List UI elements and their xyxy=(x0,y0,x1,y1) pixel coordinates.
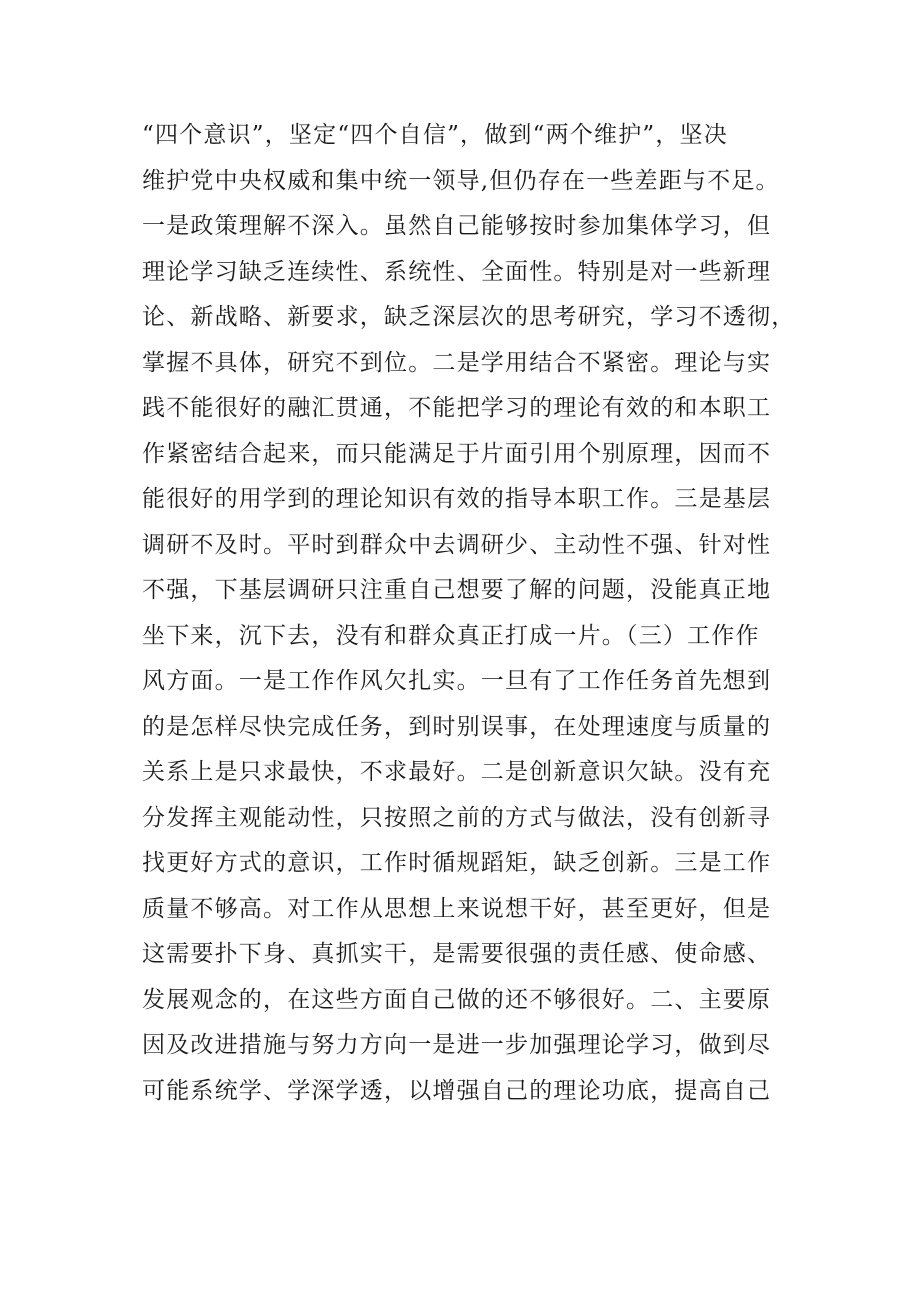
text-line: 这需要扑下身、真抓实干，是需要很强的责任感、使命感、 xyxy=(142,941,772,967)
text-line: 不强，下基层调研只注重自己想要了解的问题，没能真正地 xyxy=(142,577,772,603)
text-line: 找更好方式的意识，工作时循规蹈矩，缺乏创新。三是工作 xyxy=(142,850,772,876)
text-line: 分发挥主观能动性，只按照之前的方式与做法，没有创新寻 xyxy=(142,804,772,831)
text-line: 理论学习缺乏连续性、系统性、全面性。特别是对一些新理 xyxy=(142,258,772,285)
text-line: 质量不够高。对工作从思想上来说想干好，甚至更好，但是 xyxy=(142,895,772,922)
text-line: 风方面。一是工作作风欠扎实。一旦有了工作任务首先想到 xyxy=(142,668,772,694)
text-line: 可能系统学、学深学透，以增强自己的理论功底，提高自己 xyxy=(142,1077,772,1104)
text-line: 坐下来，沉下去，没有和群众真正打成一片。（三）工作作 xyxy=(142,622,760,649)
document-body xyxy=(142,113,802,1114)
text-line: 发展观念的，在这些方面自己做的还不够很好。二、主要原 xyxy=(142,986,772,1013)
text-line: 调研不及时。平时到群众中去调研少、主动性不强、针对性 xyxy=(142,531,772,558)
text-line: 践不能很好的融汇贯通，不能把学习的理论有效的和本职工 xyxy=(142,395,772,421)
text-line: 的是怎样尽快完成任务，到时别误事，在处理速度与质量的 xyxy=(142,713,772,740)
text-line: 能很好的用学到的理论知识有效的指导本职工作。三是基层 xyxy=(142,486,772,512)
text-line: 作紧密结合起来，而只能满足于片面引用个别原理，因而不 xyxy=(142,440,772,467)
text-line: 论、新战略、新要求，缺乏深层次的思考研究，学习不透彻， xyxy=(142,304,796,330)
text-line: 一是政策理解不深入。虽然自己能够按时参加集体学习，但 xyxy=(142,213,772,239)
text-line: 因及改进措施与努力方向一是进一步加强理论学习，做到尽 xyxy=(142,1032,772,1058)
text-line: 维护党中央权威和集中统一领导,但仍存在一些差距与不足。 xyxy=(142,167,780,194)
text-line: 掌握不具体，研究不到位。二是学用结合不紧密。理论与实 xyxy=(142,349,772,376)
text-line: 关系上是只求最快，不求最好。二是创新意识欠缺。没有充 xyxy=(142,759,772,785)
text-line: “四个意识”，坚定“四个自信”，做到“两个维护”，坚决 xyxy=(142,122,728,148)
